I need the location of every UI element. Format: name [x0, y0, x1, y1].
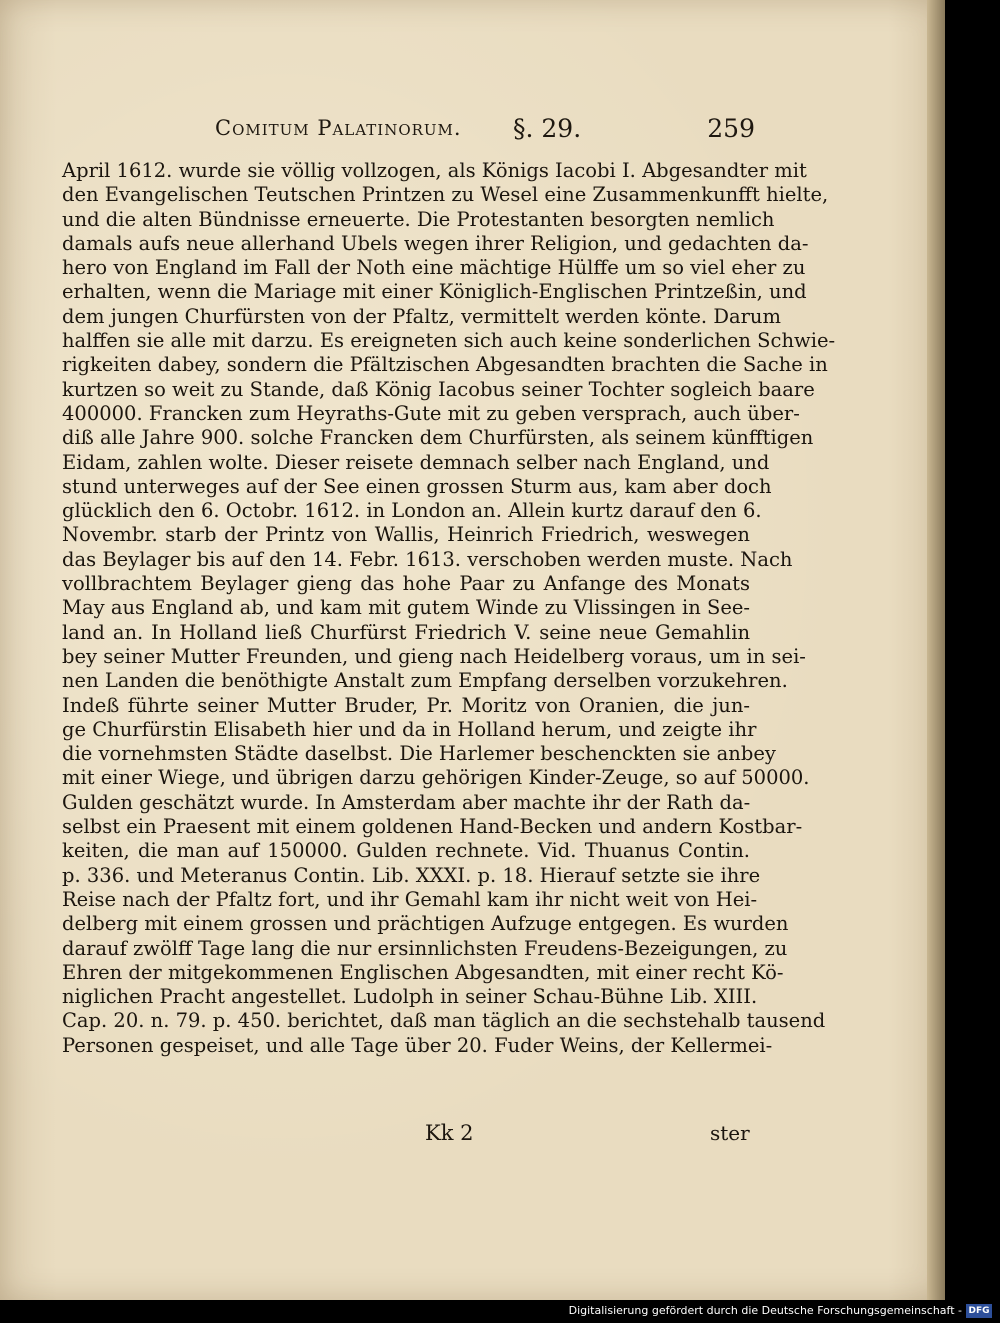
footer-credit: Digitalisierung gefördert durch die Deutsche Forschungsgemeinschaft -	[568, 1304, 962, 1317]
text-line: diß alle Jahre 900. solche Francken dem Churfürsten, als seinem künfftigen	[62, 426, 814, 450]
signature-mark: Kk 2	[425, 1121, 474, 1145]
text-line: und die alten Bündnisse erneuerte. Die Protestanten besorgten nemlich	[62, 207, 775, 231]
text-line: Ehren der mitgekommenen Englischen Abgesandten, mit einer recht Kö-	[62, 960, 784, 984]
catchword: ster	[710, 1121, 750, 1145]
section-number: §. 29.	[513, 114, 582, 143]
text-line: Gulden geschätzt wurde. In Amsterdam aber machte ihr der Rath da-	[62, 790, 751, 814]
text-line: kurtzen so weit zu Stande, daß König Iacobus seiner Tochter sogleich baare	[62, 377, 815, 401]
text-line: April 1612. wurde sie völlig vollzogen, als Königs Iacobi I. Abgesandter mit	[62, 159, 807, 182]
text-line: rigkeiten dabey, sondern die Pfältzischen Abgesandten brachten die Sache in	[62, 353, 828, 377]
text-line: darauf zwölff Tage lang die nur ersinnlichsten Freudens-Bezeigungen, zu	[62, 936, 788, 960]
text-line: Cap. 20. n. 79. p. 450. berichtet, daß man täglich an die sechstehalb tausend	[62, 1009, 826, 1033]
footer-bar	[0, 1300, 1000, 1323]
text-line: nen Landen die benöthigte Anstalt zum Empfang derselben vorzukehren.	[62, 669, 788, 693]
text-line: den Evangelischen Teutschen Printzen zu Wesel eine Zusammenkunfft hielte,	[62, 183, 829, 207]
text-line: damals aufs neue allerhand Ubels wegen ihrer Religion, und gedachten da-	[62, 231, 809, 255]
text-line: vollbrachtem Beylager gieng das hohe Paar zu Anfange des Monats	[62, 572, 750, 596]
text-line: halffen sie alle mit darzu. Es ereigneten sich auch keine sonderlichen Schwie-	[62, 329, 836, 353]
text-line: 400000. Francken zum Heyraths-Gute mit zu geben versprach, auch über-	[62, 401, 800, 425]
text-line: mit einer Wiege, und übrigen darzu gehörigen Kinder-Zeuge, so auf 50000.	[62, 766, 810, 790]
text-line: glücklich den 6. Octobr. 1612. in London an. Allein kurtz darauf den 6.	[62, 499, 762, 523]
text-line: niglichen Pracht angestellet. Ludolph in seiner Schau-Bühne Lib. XIII.	[62, 985, 758, 1009]
text-line: land an. In Holland ließ Churfürst Friedrich V. seine neue Gemahlin	[62, 620, 750, 644]
text-line: Personen gespeiset, und alle Tage über 20. Fuder Weins, der Kellermei-	[62, 1033, 773, 1057]
text-line: keiten, die man auf 150000. Gulden rechnete. Vid. Thuanus Contin.	[62, 839, 750, 863]
text-line: Indeß führte seiner Mutter Bruder, Pr. Moritz von Oranien, die jun-	[62, 693, 750, 717]
text-line: selbst ein Praesent mit einem goldenen Hand-Becken und andern Kostbar-	[62, 815, 803, 839]
page-fold-edge	[927, 0, 945, 1300]
running-header	[215, 114, 755, 148]
text-line: Novembr. starb der Printz von Wallis, Heinrich Friedrich, weswegen	[62, 523, 750, 547]
page-number: 259	[707, 114, 755, 143]
text-line: Reise nach der Pfaltz fort, und ihr Gemahl kam ihr nicht weit von Hei-	[62, 887, 758, 911]
text-line: hero von England im Fall der Noth eine mächtige Hülffe um so viel eher zu	[62, 256, 806, 280]
body-text	[62, 159, 836, 1058]
text-line: stund unterweges auf der See einen grossen Sturm aus, kam aber doch	[62, 474, 772, 498]
running-title: Comitum Palatinorum.	[215, 116, 462, 140]
dfg-logo: DFG	[966, 1304, 992, 1318]
text-line: May aus England ab, und kam mit gutem Winde zu Vlissingen in See-	[62, 596, 750, 620]
text-line: delberg mit einem grossen und prächtigen Aufzuge entgegen. Es wurden	[62, 912, 789, 936]
text-line: dem jungen Churfürsten von der Pfaltz, vermittelt werden könte. Darum	[62, 304, 781, 328]
text-line: ge Churfürstin Elisabeth hier und da in Holland herum, und zeigte ihr	[62, 717, 757, 741]
text-line: erhalten, wenn die Mariage mit einer Königlich-Englischen Printzeßin, und	[62, 280, 807, 304]
text-line: das Beylager bis auf den 14. Febr. 1613. verschoben werden muste. Nach	[62, 547, 793, 571]
text-line: p. 336. und Meteranus Contin. Lib. XXXI. p. 18. Hierauf setzte sie ihre	[62, 863, 761, 887]
text-line: Eidam, zahlen wolte. Dieser reisete demnach selber nach England, und	[62, 450, 770, 474]
text-line: die vornehmsten Städte daselbst. Die Harlemer beschenckten sie anbey	[62, 742, 776, 766]
text-line: bey seiner Mutter Freunden, und gieng nach Heidelberg voraus, um in sei-	[62, 644, 806, 668]
